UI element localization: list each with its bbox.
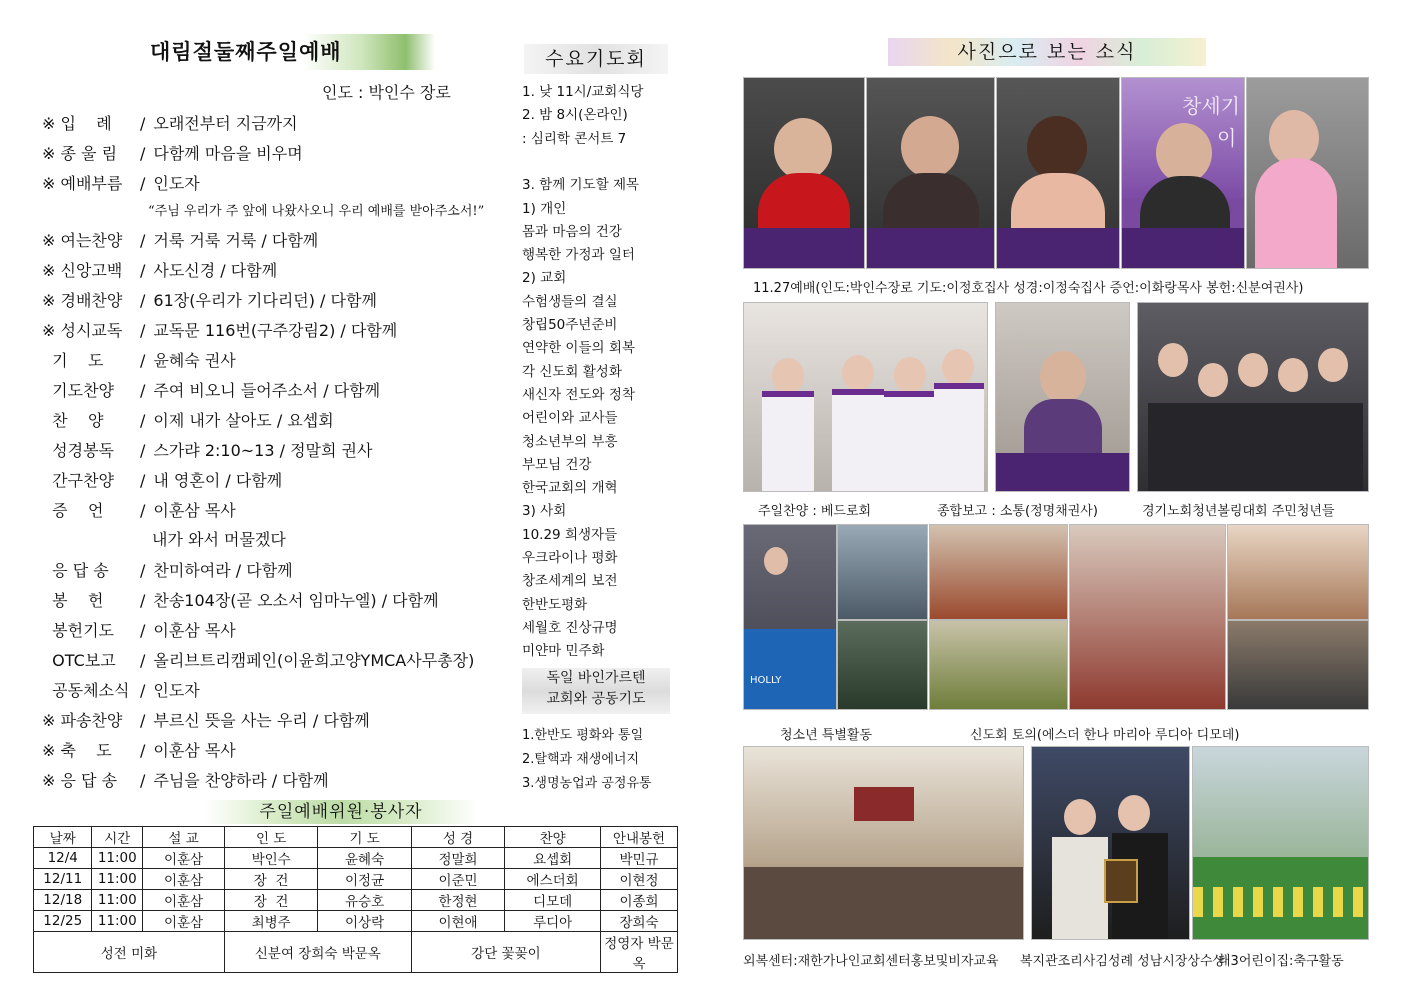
worship-order-separator: / [140, 771, 146, 790]
worship-order-text: 이훈삼 목사 [153, 621, 236, 640]
staff-header-cell: 안내봉헌 [601, 827, 678, 848]
worship-order-text: 오래전부터 지금까지 [153, 114, 298, 133]
wednesday-prayer-line: 각 신도회 활성화 [522, 363, 622, 380]
caption-choir: 주일찬양 : 베드로회 [758, 504, 872, 519]
wednesday-prayer-line: 행복한 가정과 일터 [522, 247, 635, 264]
worship-order-row [42, 289, 377, 313]
caption-award: 복지관조리사김성례 성남시장상수상 [1020, 954, 1226, 969]
worship-order-label: ※ 경배찬양 [42, 291, 123, 310]
staff-cell: 박인수 [224, 848, 317, 869]
worship-order-row [42, 649, 474, 673]
worship-order-row [42, 499, 236, 523]
wednesday-prayer-line: 10.29 희생자들 [522, 526, 618, 543]
worship-order-text: 이훈삼 목사 [153, 741, 236, 760]
photo-youth-arcade [837, 620, 928, 710]
worship-quote: “주님 우리가 주 앞에 나왔사오니 우리 예배를 받아주소서!” [148, 204, 485, 219]
testimony-subtitle: 내가 와서 머물겠다 [152, 530, 286, 549]
worship-order-row [42, 142, 303, 166]
wednesday-prayer-line: 수험생들의 결실 [522, 293, 618, 310]
caption-report: 종합보고 : 소통(정명채권사) [937, 504, 1098, 519]
worship-order-label: ※ 종 울 림 [42, 144, 118, 163]
worship-order-label: ※ 여는찬양 [42, 231, 123, 250]
wednesday-prayer-line: 부모님 건강 [522, 456, 592, 473]
worship-order-row [42, 259, 277, 283]
staff-row [34, 911, 678, 932]
wednesday-prayer-line: 3. 함께 기도할 제목 [522, 177, 640, 194]
worship-order-row [42, 679, 200, 703]
staff-cell: 이훈삼 [143, 869, 225, 890]
staff-cell: 루디아 [505, 911, 601, 932]
photo-report [995, 302, 1130, 492]
worship-order-label: ※ 입 례 [42, 114, 112, 133]
worship-order-separator: / [140, 681, 146, 700]
worship-order-label: 공동체소식 [42, 681, 130, 700]
worship-order-separator: / [140, 231, 146, 250]
photo-welfare-center [743, 746, 1024, 940]
worship-order-row [42, 619, 236, 643]
worship-order-row [42, 229, 318, 253]
worship-order-separator: / [140, 381, 146, 400]
staff-title: 주일예배위원·봉사자 [205, 800, 477, 824]
staff-cell: 이정균 [318, 869, 411, 890]
worship-order-row [42, 112, 298, 136]
staff-cell: 12/11 [34, 869, 92, 890]
wednesday-prayer-line: 1. 낮 11시/교회식당 [522, 84, 644, 100]
photo-offering [1246, 77, 1369, 269]
staff-row [34, 848, 678, 869]
worship-order-separator: / [140, 471, 146, 490]
worship-order-separator: / [140, 621, 146, 640]
staff-cell: 장 건 [224, 869, 317, 890]
staff-cell: 11:00 [92, 890, 143, 911]
worship-order-separator: / [140, 114, 146, 133]
worship-order-label: ※ 신앙고백 [42, 261, 123, 280]
worship-order-row [42, 439, 372, 463]
worship-order-row [42, 319, 397, 343]
worship-order-separator: / [140, 261, 146, 280]
photo-award [1031, 746, 1190, 940]
worship-order-label: 찬 양 [42, 411, 104, 430]
worship-order-separator: / [140, 321, 146, 340]
worship-order-separator: / [140, 591, 146, 610]
worship-order-label: OTC보고 [42, 651, 116, 670]
staff-header-row [34, 827, 678, 848]
worship-order-label: 기 도 [42, 351, 104, 370]
wednesday-prayer-line: 우크라이나 평화 [522, 550, 618, 566]
worship-order-label: ※ 파송찬양 [42, 711, 123, 730]
caption-soccer: 태3어린이집:축구활동 [1218, 954, 1344, 969]
photo-soccer [1192, 746, 1369, 940]
staff-cell: 12/18 [34, 890, 92, 911]
photo-choir [743, 302, 988, 492]
worship-order-separator: / [140, 411, 146, 430]
worship-order-text: 거룩 거룩 거룩 / 다함께 [153, 231, 319, 250]
germany-title [522, 668, 670, 714]
staff-header-cell: 기 도 [318, 827, 411, 848]
staff-header-cell: 찬양 [505, 827, 601, 848]
photo-fellowship-4 [1227, 524, 1369, 620]
photo-testimony [1121, 77, 1245, 269]
photo-fellowship-3 [1069, 524, 1226, 710]
staff-table [33, 826, 678, 973]
staff-cell: 이준민 [411, 869, 504, 890]
wednesday-prayer-line: 연약한 이들의 회복 [522, 340, 635, 357]
worship-order-text: 사도신경 / 다함께 [153, 261, 278, 280]
worship-order-text: 부르신 뜻을 사는 우리 / 다함께 [153, 711, 370, 730]
caption-bowling: 경기노회청년볼링대회 주민청년들 [1142, 504, 1335, 519]
worship-leader: 인도 : 박인수 장로 [322, 83, 451, 102]
staff-cell: 장희숙 [601, 911, 678, 932]
photo-fellowship-5 [1227, 620, 1369, 710]
wednesday-prayer-line: 미얀마 민주화 [522, 643, 605, 660]
germany-prayer-line: 3.생명농업과 공정유통 [522, 776, 652, 791]
wednesday-prayer-line: 1) 개인 [522, 200, 567, 217]
staff-footer-cell: 강단 꽃꽂이 [411, 932, 600, 973]
worship-order-text: 주님을 찬양하라 / 다함께 [153, 771, 329, 790]
wednesday-prayer-line: 3) 사회 [522, 503, 567, 520]
worship-order-text: 찬송104장(곧 오소서 임마누엘) / 다함께 [153, 591, 439, 610]
staff-header-cell: 날짜 [34, 827, 92, 848]
wednesday-prayer-line: 한반도평화 [522, 596, 588, 613]
worship-order-text: 인도자 [153, 174, 200, 193]
staff-header-cell: 인 도 [224, 827, 317, 848]
worship-order-separator: / [140, 741, 146, 760]
staff-cell: 디모데 [505, 890, 601, 911]
wednesday-prayer-line: 어린이와 교사들 [522, 410, 618, 427]
worship-order-text: 교독문 116번(구주강림2) / 다함께 [153, 321, 398, 340]
worship-order-separator: / [140, 174, 146, 193]
worship-order-label: ※ 응 답 송 [42, 771, 118, 790]
staff-cell: 박민규 [601, 848, 678, 869]
worship-order-label: 성경봉독 [42, 441, 114, 460]
worship-order-label: ※ 예배부름 [42, 174, 123, 193]
staff-row [34, 869, 678, 890]
photo-youth-billiards [743, 524, 837, 710]
wednesday-prayer-line: 2. 밤 8시(온라인) [522, 107, 628, 124]
worship-order-text: 윤혜숙 권사 [153, 351, 236, 370]
worship-order-label: 응 답 송 [42, 561, 109, 580]
photo-prayer [866, 77, 995, 269]
wednesday-prayer-line: 세월호 진상규명 [522, 619, 618, 636]
staff-header-cell: 성 경 [411, 827, 504, 848]
worship-order-row [42, 559, 293, 583]
news-title: 사진으로 보는 소식 [888, 38, 1206, 66]
staff-footer-cell: 신분여 장희숙 박문옥 [224, 932, 411, 973]
worship-order-separator: / [140, 441, 146, 460]
staff-cell: 이현정 [601, 869, 678, 890]
worship-order-text: 내 영혼이 / 다함께 [153, 471, 283, 490]
germany-prayer-line: 1.한반도 평화와 통일 [522, 728, 644, 743]
photo-table-text: HOLLY [750, 675, 782, 686]
wednesday-prayer-line: 몸과 마음의 건강 [522, 223, 622, 240]
worship-order-label: 증 언 [42, 501, 104, 520]
wednesday-prayer-line: 청소년부의 부흥 [522, 433, 618, 450]
worship-order-row [42, 469, 282, 493]
worship-order-row [42, 589, 439, 613]
worship-order-row [42, 349, 236, 373]
photo-leader [743, 77, 865, 269]
photo-fellowship-2 [929, 620, 1068, 710]
photo-fellowship-1 [929, 524, 1068, 620]
worship-order-row [42, 379, 380, 403]
staff-cell: 11:00 [92, 911, 143, 932]
worship-order-text: 인도자 [153, 681, 200, 700]
caption-worship: 11.27예배(인도:박인수장로 기도:이정호집사 성경:이정숙집사 증언:이화랑목사 봉헌:신분여권사) [753, 281, 1304, 296]
staff-cell: 정말희 [411, 848, 504, 869]
staff-cell: 11:00 [92, 848, 143, 869]
staff-cell: 12/4 [34, 848, 92, 869]
staff-footer-row [34, 932, 678, 973]
staff-cell: 이훈삼 [143, 890, 225, 911]
worship-order-text: 찬미하여라 / 다함께 [153, 561, 293, 580]
germany-prayer-line: 2.탈핵과 재생에너지 [522, 752, 639, 767]
worship-order-row [42, 709, 370, 733]
worship-order-separator: / [140, 651, 146, 670]
photo-banner-text-2: 이 [1217, 126, 1237, 150]
wednesday-prayer-line: 2) 교회 [522, 270, 567, 287]
worship-order-separator: / [140, 711, 146, 730]
wednesday-prayer-line: 창립50주년준비 [522, 317, 618, 333]
worship-order-row [42, 409, 334, 433]
staff-cell: 이종희 [601, 890, 678, 911]
staff-header-cell: 시간 [92, 827, 143, 848]
staff-cell: 11:00 [92, 869, 143, 890]
wednesday-title: 수요기도회 [524, 44, 668, 74]
germany-title-line1: 독일 바인가르텐 [546, 670, 646, 686]
photo-banner-text-1: 창세기 [1182, 94, 1240, 118]
worship-order-separator: / [140, 561, 146, 580]
photo-youth-games [837, 524, 928, 620]
wednesday-prayer-line: 새신자 전도와 정착 [522, 386, 635, 403]
worship-order-label: 간구찬양 [42, 471, 114, 490]
staff-cell: 유승호 [318, 890, 411, 911]
worship-order-row [42, 739, 236, 763]
worship-order-label: 기도찬양 [42, 381, 114, 400]
worship-title: 대림절둘째주일예배 [140, 34, 435, 70]
staff-cell: 이상락 [318, 911, 411, 932]
worship-order-separator: / [140, 501, 146, 520]
worship-order-label: ※ 성시교독 [42, 321, 123, 340]
worship-order-text: 이훈삼 목사 [153, 501, 236, 520]
worship-order-text: 다함께 마음을 비우며 [153, 144, 303, 163]
staff-cell: 에스더회 [505, 869, 601, 890]
staff-cell: 한정현 [411, 890, 504, 911]
caption-youth: 청소년 특별활동 [780, 728, 873, 743]
germany-title-line2: 교회와 공동기도 [546, 691, 646, 707]
worship-order-separator: / [140, 351, 146, 370]
wednesday-prayer-line: : 심리학 콘서트 7 [522, 130, 627, 147]
staff-cell: 이훈삼 [143, 911, 225, 932]
worship-order-text: 주여 비오니 들어주소서 / 다함께 [153, 381, 381, 400]
photo-bowling [1137, 302, 1369, 492]
staff-cell: 장 건 [224, 890, 317, 911]
worship-order-label: 봉 헌 [42, 591, 104, 610]
worship-order-label: 봉헌기도 [42, 621, 114, 640]
worship-order-text: 61장(우리가 기다리던) / 다함께 [153, 291, 377, 310]
worship-order-text: 이제 내가 살아도 / 요셉회 [153, 411, 334, 430]
caption-welfare-center: 외복센터:재한가나인교회센터홍보및비자교육 [743, 954, 999, 969]
worship-order-separator: / [140, 291, 146, 310]
staff-footer-cell: 정영자 박문옥 [601, 932, 678, 973]
staff-cell: 최병주 [224, 911, 317, 932]
staff-cell: 12/25 [34, 911, 92, 932]
staff-footer-cell: 성전 미화 [34, 932, 225, 973]
worship-order-row [42, 769, 329, 793]
staff-header-cell: 설 교 [143, 827, 225, 848]
staff-cell: 윤혜숙 [318, 848, 411, 869]
staff-cell: 이현애 [411, 911, 504, 932]
staff-cell: 이훈삼 [143, 848, 225, 869]
wednesday-prayer-line: 한국교회의 개혁 [522, 480, 618, 497]
worship-order-row [42, 172, 200, 196]
staff-cell: 요셉회 [505, 848, 601, 869]
worship-order-label: ※ 축 도 [42, 741, 112, 760]
staff-row [34, 890, 678, 911]
worship-order-text: 스가랴 2:10~13 / 정말희 권사 [153, 441, 373, 460]
worship-order-separator: / [140, 144, 146, 163]
caption-fellowship: 신도회 토의(에스더 한나 마리아 루디아 디모데) [970, 728, 1240, 743]
wednesday-prayer-line: 창조세계의 보전 [522, 573, 618, 590]
photo-scripture [996, 77, 1120, 269]
worship-order-text: 올리브트리캠페인(이윤희고양YMCA사무총장) [153, 651, 475, 670]
